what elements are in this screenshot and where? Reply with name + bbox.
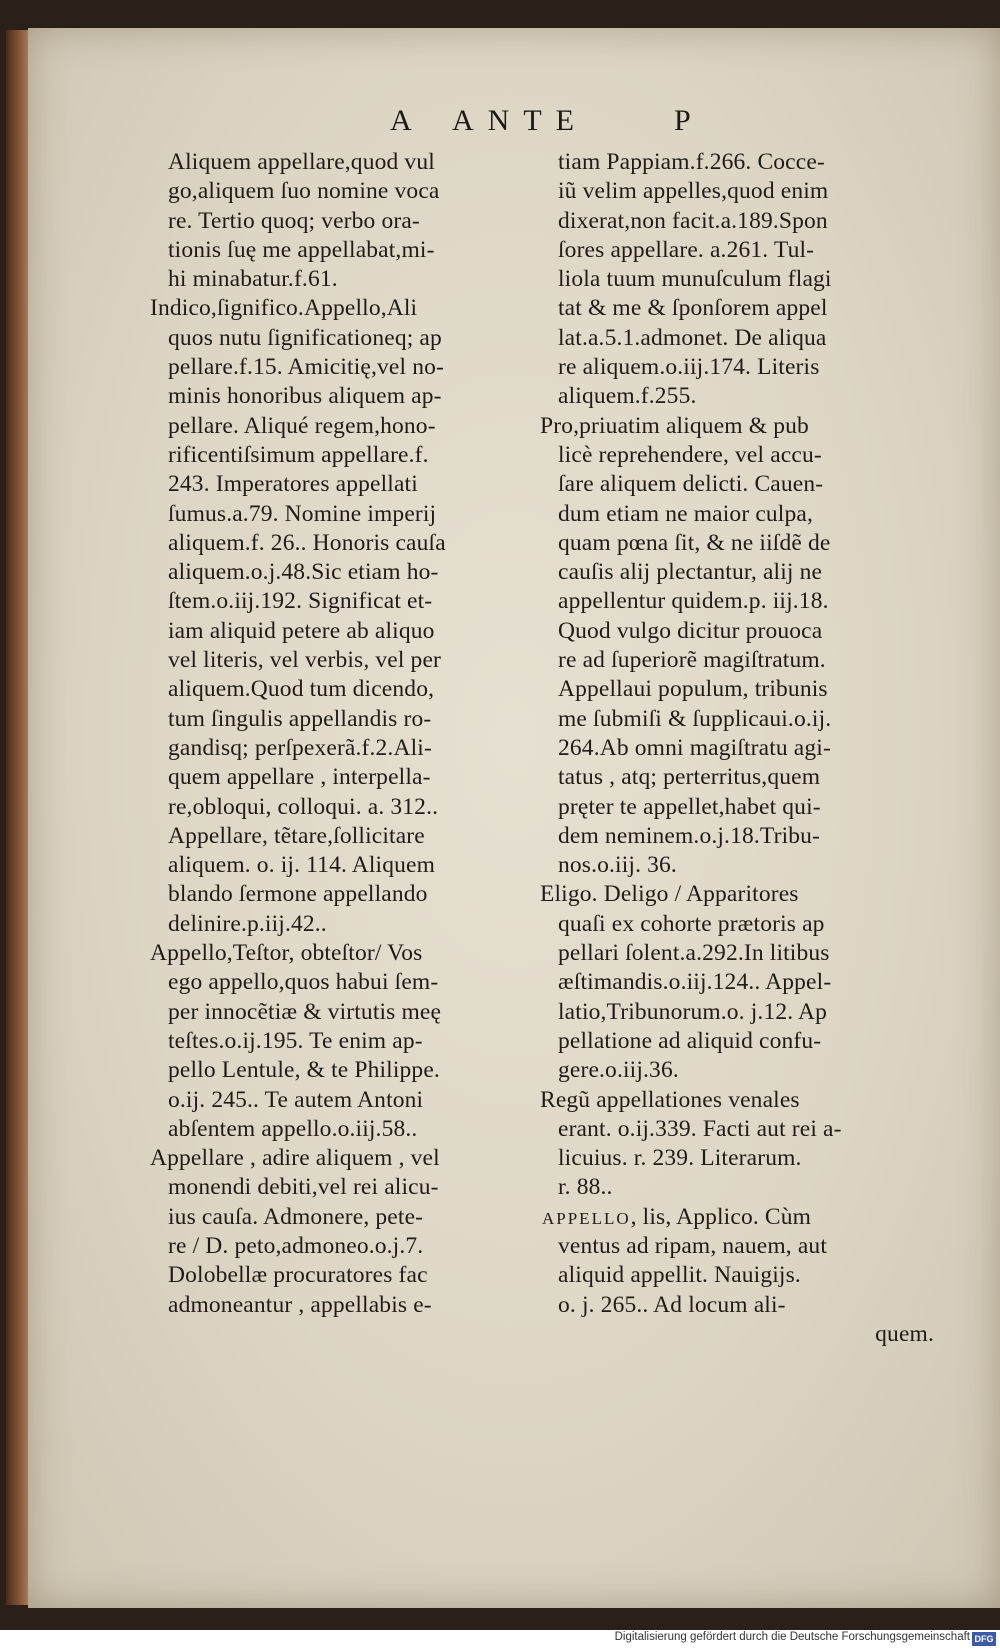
text-line: APPELLO, lis, Applico. Cùm xyxy=(542,1203,812,1230)
text-line: pello Lentule, & te Philippe. xyxy=(168,1057,440,1084)
text-line: tum ſingulis appellandis ro- xyxy=(168,705,432,732)
text-line: iam aliquid petere ab aliquo xyxy=(168,617,435,644)
text-line: aliquem.Quod tum dicendo, xyxy=(168,676,435,703)
text-line: Appellaui populum, tribunis xyxy=(558,676,828,703)
text-line: erant. o.ij.339. Facti aut rei a- xyxy=(558,1115,842,1142)
text-line: aliquid appellit. Nauigijs. xyxy=(558,1262,801,1289)
text-line: pellare.f.15. Amicitię,vel no- xyxy=(168,354,444,381)
running-head xyxy=(0,104,1000,140)
text-line: tiam Pappiam.f.266. Cocce- xyxy=(558,149,825,175)
text-line: ſores appellare. a.261. Tul- xyxy=(558,236,815,263)
text-line: nos.o.iij. 36. xyxy=(558,852,677,879)
text-line: lat.a.5.1.admonet. De aliqua xyxy=(558,324,827,351)
text-line: r. 88.. xyxy=(558,1174,613,1201)
text-line: ſumus.a.79. Nomine imperij xyxy=(168,500,437,527)
text-line: re ad ſuperiorẽ magiſtratum. xyxy=(558,647,826,674)
text-line: aliquem.f. 26.. Honoris cauſa xyxy=(168,529,446,556)
text-line: tat & me & ſponſorem appel xyxy=(558,295,828,322)
text-line: liola tuum munuſculum flagi xyxy=(558,266,832,293)
text-line: gandisq; perſpexerã.f.2.Ali- xyxy=(168,734,432,761)
text-line: 243. Imperatores appellati xyxy=(168,471,418,498)
text-line: Pro,priuatim aliquem & pub xyxy=(540,412,809,439)
text-line: tatus , atq; perterritus,quem xyxy=(558,764,821,791)
text-line: dixerat,non facit.a.189.Spon xyxy=(558,207,828,234)
text-line: dum etiam ne maior culpa, xyxy=(558,500,813,527)
text-line: vel literis, vel verbis, vel per xyxy=(168,647,442,674)
right-column xyxy=(540,148,934,1349)
text-line: hi minabatur.f.61. xyxy=(168,266,338,293)
text-line: ſtem.o.iij.192. Significat et- xyxy=(168,588,433,615)
text-line: monendi debiti,vel rei alicu- xyxy=(168,1174,439,1201)
text-line: tionis ſuę me appellabat,mi- xyxy=(168,236,435,263)
text-line: Appellare , adire aliquem , vel xyxy=(150,1145,440,1172)
text-line: Appellare, tẽtare,ſollicitare xyxy=(168,822,425,849)
text-line: Appello,Teſtor, obteſtor/ Vos xyxy=(150,940,423,967)
text-line: abſentem appello.o.iij.58.. xyxy=(168,1115,418,1142)
text-line: aliquem.o.j.48.Sic etiam ho- xyxy=(168,559,439,586)
text-line: pellari ſolent.a.292.In litibus xyxy=(558,940,830,967)
text-line: delinire.p.iij.42.. xyxy=(168,910,327,937)
text-line: aliquem. o. ij. 114. Aliquem xyxy=(168,852,436,879)
text-line: minis honoribus aliquem ap- xyxy=(168,383,442,410)
text-line: ius cauſa. Admonere, pete- xyxy=(168,1203,424,1230)
text-line: quaſi ex cohorte prætoris ap xyxy=(558,910,825,937)
text-line: o.ij. 245.. Te autem Antoni xyxy=(168,1086,424,1113)
running-head-left: A xyxy=(390,104,412,137)
text-line: iũ velim appelles,quod enim xyxy=(558,178,829,205)
text-line: quam pœna ſit, & ne iiſdẽ de xyxy=(558,529,831,556)
text-line: Indico,ſignifico.Appello,Ali xyxy=(150,295,418,322)
text-line: ventus ad ripam, nauem, aut xyxy=(558,1232,827,1259)
text-line: re / D. peto,admoneo.o.j.7. xyxy=(168,1232,424,1259)
text-line: blando ſermone appellando xyxy=(168,881,428,908)
text-line: latio,Tribunorum.o. j.12. Ap xyxy=(558,998,828,1025)
text-line: rificentiſsimum appellare.f. xyxy=(168,441,429,468)
text-line: Dolobellæ procuratores fac xyxy=(168,1262,428,1289)
text-line: æſtimandis.o.iij.124.. Appel- xyxy=(558,969,832,996)
text-line: quem appellare , interpella- xyxy=(168,764,431,791)
text-line: teſtes.o.ij.195. Te enim ap- xyxy=(168,1027,423,1054)
text-line: re aliquem.o.iij.174. Literis xyxy=(558,354,820,381)
text-line: re. Tertio quoq; verbo ora- xyxy=(168,207,420,234)
text-line: ego appello,quos habui ſem- xyxy=(168,969,439,996)
text-line: ſare aliquem delicti. Cauen- xyxy=(558,471,824,498)
left-column xyxy=(150,148,538,1320)
text-line: admoneantur , appellabis e- xyxy=(168,1291,432,1318)
text-line: pellare. Aliqué regem,hono- xyxy=(168,412,436,439)
text-line: licuius. r. 239. Literarum. xyxy=(558,1145,802,1172)
text-line: quem. xyxy=(875,1320,934,1347)
running-head-middle: ANTE xyxy=(452,104,588,137)
text-line: o. j. 265.. Ad locum ali- xyxy=(558,1291,786,1318)
text-line: Aliquem appellare,quod vul xyxy=(168,149,435,175)
text-line: Quod vulgo dicitur prouoca xyxy=(558,617,823,644)
text-line: go,aliquem ſuo nomine voca xyxy=(168,178,440,205)
text-line: per innocẽtiæ & virtutis meę xyxy=(168,998,442,1025)
text-line: pellatione ad aliquid confu- xyxy=(558,1027,822,1054)
text-line: aliquem.f.255. xyxy=(558,383,697,410)
text-line: appellentur quidem.p. iij.18. xyxy=(558,588,829,615)
text-line: re,obloqui, colloqui. a. 312.. xyxy=(168,793,439,820)
text-line: dem neminem.o.j.18.Tribu- xyxy=(558,822,821,849)
text-line: 264.Ab omni magiſtratu agi- xyxy=(558,734,831,761)
text-line: pręter te appellet,habet qui- xyxy=(558,793,821,820)
text-line: Eligo. Deligo / Apparitores xyxy=(540,881,799,908)
text-line: me ſubmiſi & ſupplicaui.o.ij. xyxy=(558,705,832,732)
text-line: Regũ appellationes venales xyxy=(540,1086,800,1113)
text-line: gere.o.iij.36. xyxy=(558,1057,679,1084)
footer-credit: Digitalisierung gefördert durch die Deutsche Forschungsgemeinschaft xyxy=(614,1631,970,1643)
running-head-right: P xyxy=(674,104,691,137)
text-line: cauſis alij plectantur, alij ne xyxy=(558,559,823,586)
text-line: quos nutu ſignificationeq; ap xyxy=(168,324,442,351)
text-line: licè reprehendere, vel accu- xyxy=(558,441,822,468)
dfg-logo: DFG xyxy=(972,1632,996,1646)
